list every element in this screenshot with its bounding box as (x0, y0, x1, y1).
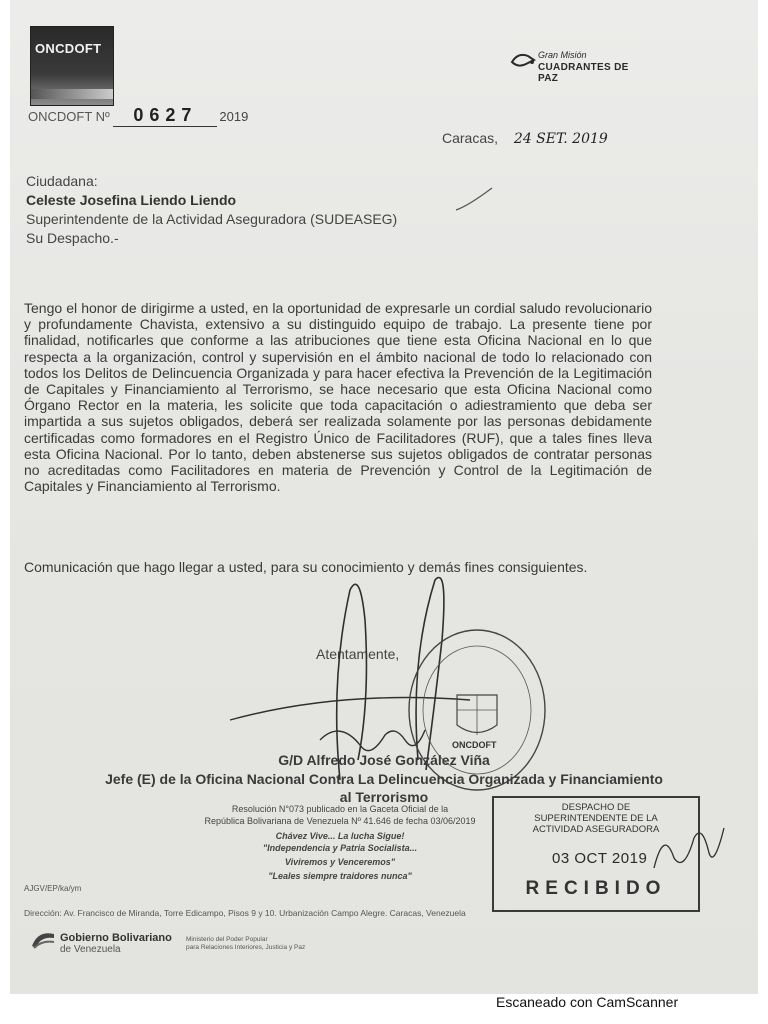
received-head-1: DESPACHO DE (561, 802, 631, 813)
gran-mision-logo (508, 44, 648, 84)
gob-line1: Gobierno Bolivariano (60, 932, 172, 944)
reference-number (28, 105, 248, 127)
addressee-position: Superintendente de la Actividad Aseguradora (SUDEASEG) (26, 211, 398, 227)
body-paragraph: Tengo el honor de dirigirme a usted, en la oportunidad de expresarle un cordial saludo revolucionario y profundamente Chavista, extensivo a su distinguido equipo de trabajo. La presente tiene por finalidad, notificarles que conforme a las atribuciones que tiene esta Oficina Nacional en lo que respecta a la organización, control y supervisión en el ámbito nacional de todo lo relacionado con todos los Delitos de Delincuencia Organizada y para hacer efectiva la Prevención de la Legitimación de Capitales y Financiamiento al Terrorismo, se hace necesario que esta Oficina Nacional como Órgano Rector en la materia, les solicite que toda capacitación o adiestramiento que deba ser impartida a sus sujetos obligados, deberá ser realizada solamente por las personas debidamente certificadas como formadores en el Registro Único de Facilitadores (RUF), que a tales fines lleva esta Oficina Nacional. Por lo tanto, deben abstenerse sus sujetos obligados de contratar personas no acreditadas como Facilitadores en materia de Prevención y Control de la Legitimación de Capitales y Financiamiento al Terrorismo. (24, 300, 652, 495)
typist-initials: AJGV/EP/ka/ym (24, 884, 82, 893)
checkmark-icon (454, 186, 494, 216)
received-head-2: SUPERINTENDENTE DE LA (534, 813, 658, 824)
addressee-name: Celeste Josefina Liendo Liendo (26, 192, 237, 208)
signature-greeting: Atentamente, (316, 646, 400, 662)
ministry-text (186, 936, 305, 952)
resolution-line-1: Resolución N°073 publicado en la Gaceta Oficial de la (231, 804, 449, 814)
ref-prefix: ONCDOFT Nº (28, 109, 110, 124)
ministry-line1: Ministerio del Poder Popular (186, 936, 268, 943)
motto-line-1: Chávez Vive... La lucha Sigue! (275, 831, 405, 841)
salutation: Ciudadana: (26, 173, 98, 189)
letter-date (442, 130, 608, 147)
addressee-office: Su Despacho.- (26, 230, 119, 246)
logo-text: ONCDOFT (35, 41, 102, 56)
camscanner-watermark: Escaneado con CamScanner (496, 994, 679, 1010)
ref-number: 0627 (113, 105, 217, 127)
document-page (10, 0, 758, 994)
seal-label: ONCDOFT (452, 740, 497, 750)
date-city: Caracas, (442, 130, 499, 146)
received-head-3: ACTIVIDAD ASEGURADORA (532, 824, 660, 835)
received-date: 03 OCT 2019 (552, 850, 648, 867)
gm-line1: Gran Misión (538, 50, 587, 60)
addressee-block (26, 172, 397, 248)
received-stamp (492, 796, 700, 912)
motto-line-3: Viviremos y Venceremos" (284, 857, 396, 867)
signatory-title: Jefe (E) de la Oficina Nacional Contra La Delincuencia Organizada y Financiamiento al Terrorismo (105, 771, 663, 805)
oncdoft-logo (30, 26, 114, 106)
date-handwritten: 24 SET. 2019 (513, 131, 608, 147)
gob-line2: de Venezuela (60, 944, 121, 955)
received-signature (644, 818, 734, 878)
venezuela-flag-icon (30, 928, 56, 950)
motto-line-4: "Leales siempre traidores nunca" (268, 871, 412, 881)
resolution-line-2: República Bolivariana de Venezuela Nº 41.646 de fecha 03/06/2019 (204, 816, 476, 826)
gobierno-bolivariano-logo (30, 928, 350, 958)
closing-paragraph: Comunicación que hago llegar a usted, para su conocimiento y demás fines consiguientes. (24, 559, 588, 575)
motto-line-2: "Independencia y Patria Socialista... (262, 843, 418, 853)
received-label: RECIBIDO (525, 878, 667, 899)
signatory-name: G/D Alfredo José González Viña (278, 752, 490, 768)
footer-address: Dirección: Av. Francisco de Miranda, Torre Edicampo, Pisos 9 y 10. Urbanización Campo Alegre. Caracas, Venezuela (24, 908, 466, 918)
gran-mision-icon (508, 44, 538, 74)
ministry-line2: para Relaciones Interiores, Justicia y Paz (186, 944, 306, 951)
logo-stripe (31, 89, 113, 99)
ref-year: 2019 (219, 109, 249, 124)
gm-line2: CUADRANTES DE PAZ (538, 62, 629, 84)
